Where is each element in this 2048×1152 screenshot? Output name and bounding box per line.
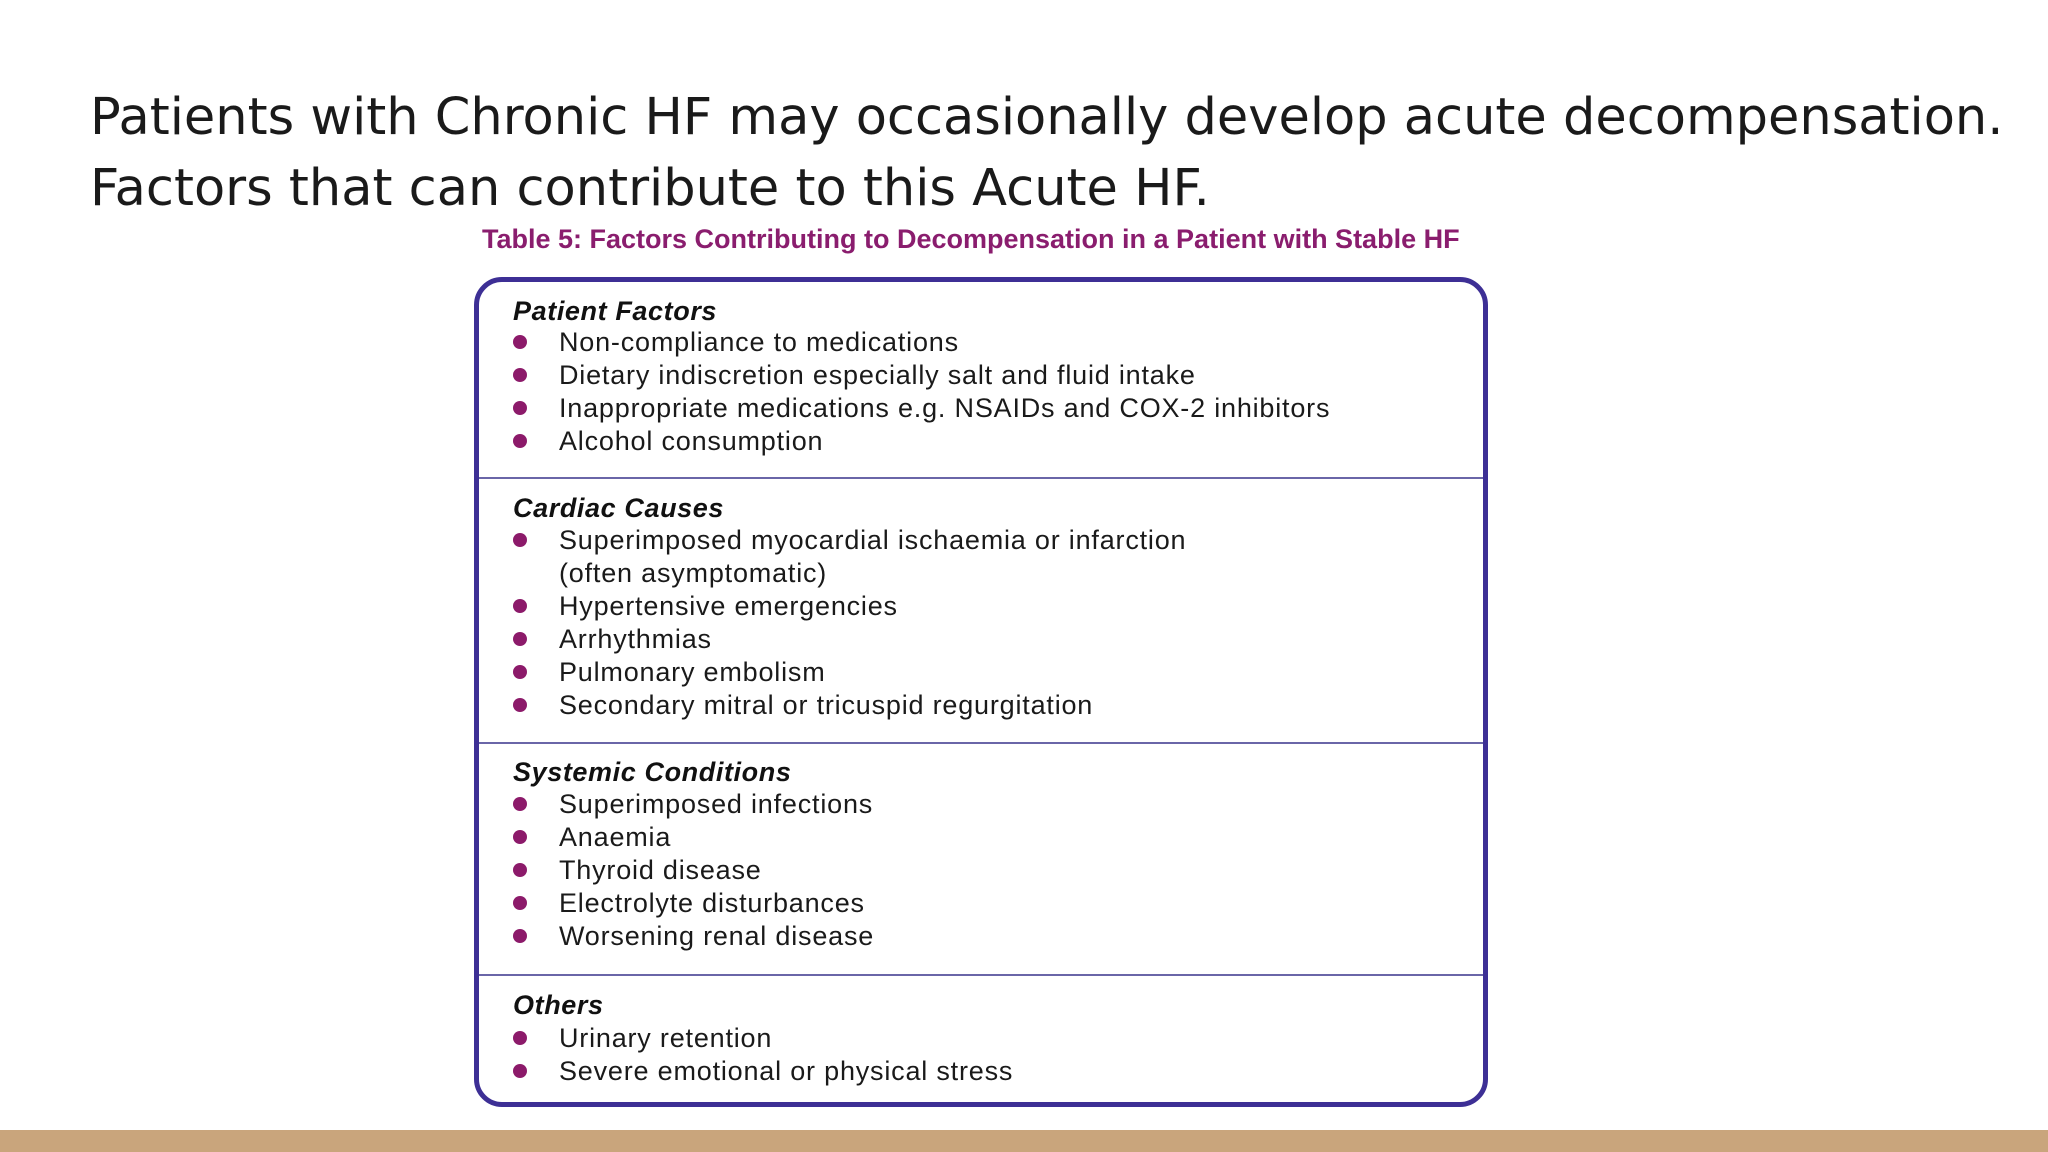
table-caption: Table 5: Factors Contributing to Decompensation in a Patient with Stable HF [482, 224, 1460, 254]
bottom-accent-bar [0, 1130, 2048, 1152]
bullet-icon [513, 863, 527, 877]
bullet-icon [513, 698, 527, 712]
bullet-icon [513, 896, 527, 910]
list-item-text: Alcohol consumption [559, 426, 824, 456]
slide-text-line-1: Patients with Chronic HF may occasionally develop acute decompensation. [90, 88, 2004, 147]
bullet-icon [513, 368, 527, 382]
list-item-text: Superimposed myocardial ischaemia or infarction [559, 525, 1187, 555]
bullet-icon [513, 797, 527, 811]
list-item-text: Dietary indiscretion especially salt and fluid intake [559, 360, 1196, 390]
bullet-icon [513, 335, 527, 349]
section-heading: Patient Factors [513, 296, 718, 326]
list-item-text: Inappropriate medications e.g. NSAIDs and COX-2 inhibitors [559, 393, 1331, 423]
bullet-icon [513, 533, 527, 547]
list-item-text: Severe emotional or physical stress [559, 1056, 1014, 1086]
bullet-icon [513, 1031, 527, 1045]
list-item-text: (often asymptomatic) [559, 558, 828, 588]
list-item-text: Arrhythmias [559, 624, 712, 654]
bullet-icon [513, 929, 527, 943]
table-figure [458, 220, 1502, 1113]
list-item-text: Electrolyte disturbances [559, 888, 865, 918]
bullet-icon [513, 1064, 527, 1078]
list-item-text: Secondary mitral or tricuspid regurgitation [559, 690, 1094, 720]
section-cardiac-causes [479, 479, 1483, 744]
list-item-text: Pulmonary embolism [559, 657, 826, 687]
section-heading: Others [513, 990, 604, 1020]
bullet-icon [513, 665, 527, 679]
bullet-icon [513, 401, 527, 415]
bullet-icon [513, 434, 527, 448]
list-item-text: Urinary retention [559, 1023, 773, 1053]
list-item-text: Hypertensive emergencies [559, 591, 898, 621]
bullet-icon [513, 599, 527, 613]
list-item-text: Worsening renal disease [559, 921, 875, 951]
bullet-icon [513, 830, 527, 844]
section-patient-factors [479, 282, 1483, 479]
slide-body-text [90, 82, 2004, 224]
section-heading: Systemic Conditions [513, 757, 792, 787]
section-others [479, 976, 1483, 1107]
list-item-text: Thyroid disease [559, 855, 762, 885]
list-item-text: Superimposed infections [559, 789, 874, 819]
bullet-icon [513, 632, 527, 646]
section-heading: Cardiac Causes [513, 493, 725, 523]
list-item-text: Anaemia [559, 822, 672, 852]
slide-text-line-2: Factors that can contribute to this Acute HF. [90, 159, 1210, 218]
section-systemic-conditions [479, 744, 1483, 976]
factor-table-box [474, 277, 1488, 1107]
list-item-text: Non-compliance to medications [559, 327, 959, 357]
